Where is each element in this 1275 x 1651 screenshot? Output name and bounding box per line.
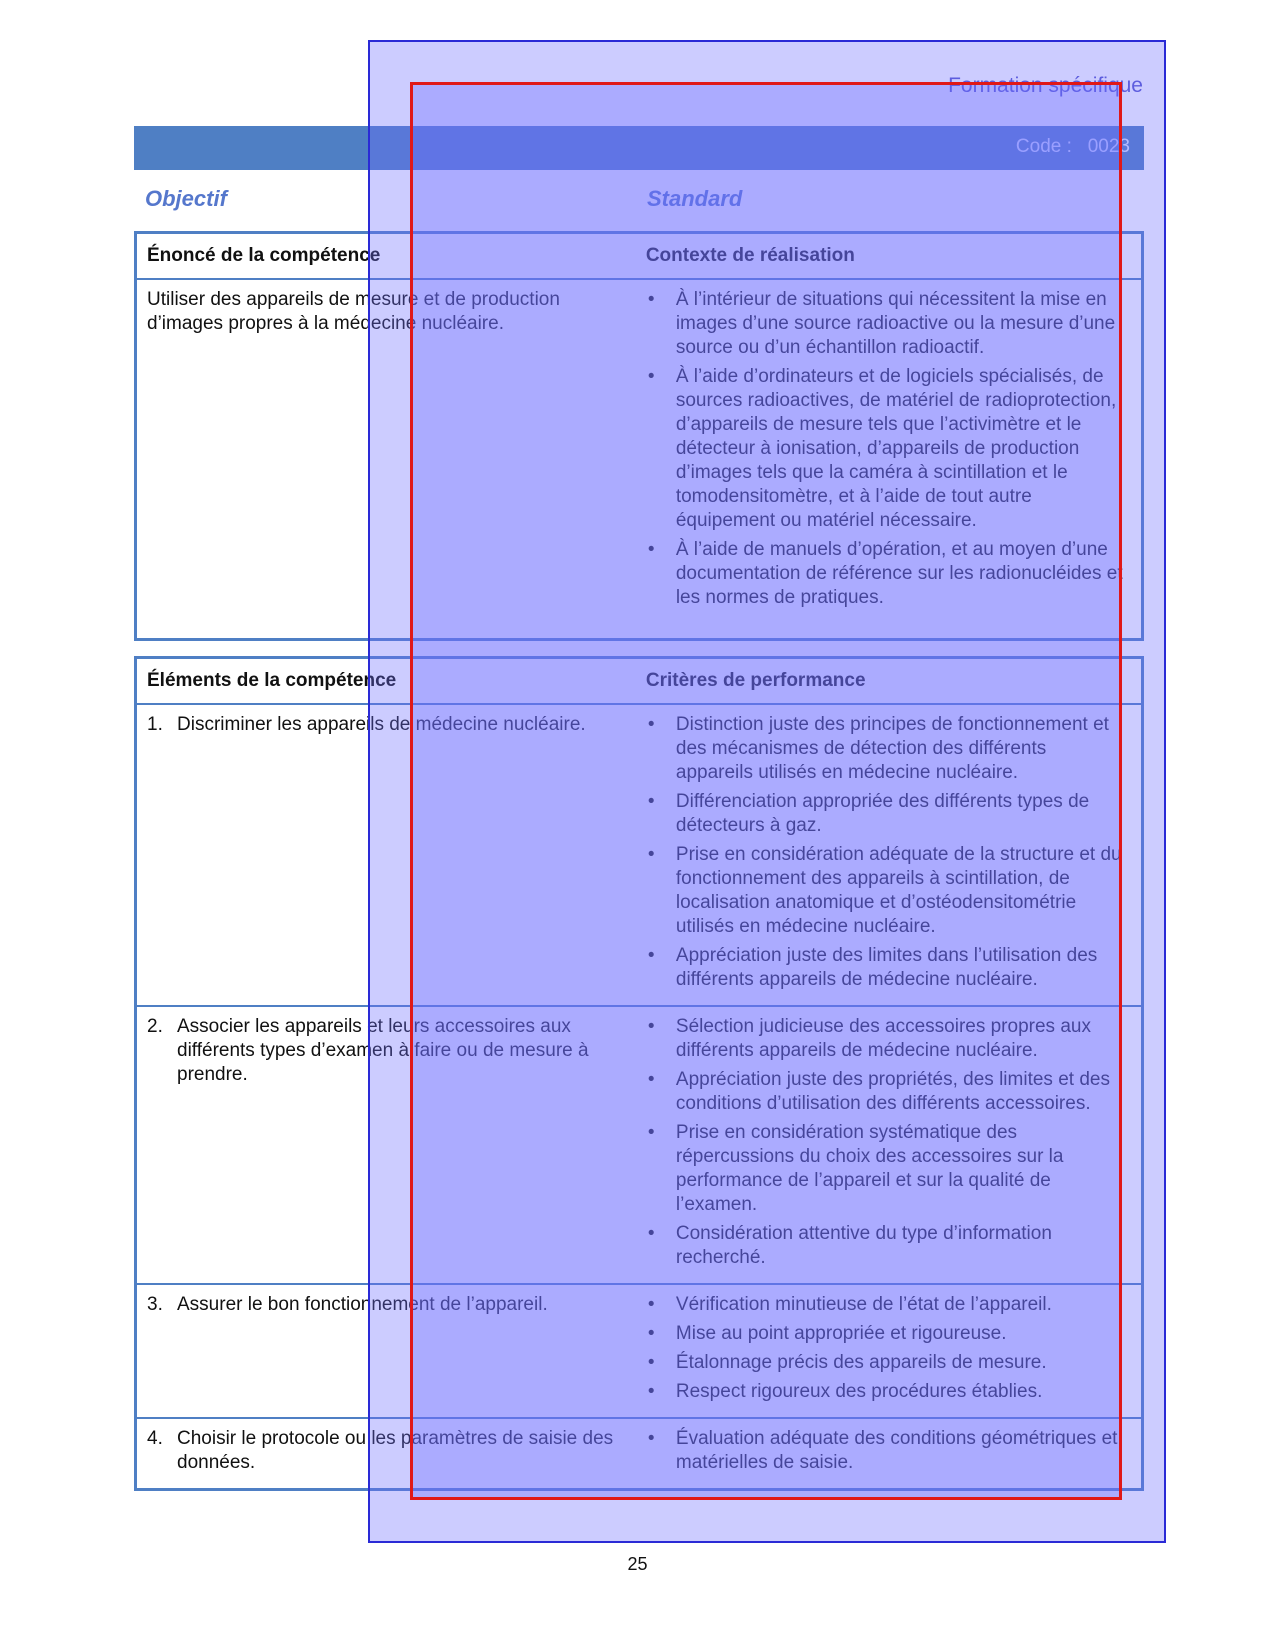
element-cell [136, 704, 636, 1006]
code-bar [134, 126, 1144, 170]
list-item: • Évaluation adéquate des conditions géométriques et matérielles de saisie. [646, 1427, 1127, 1475]
heading-standard: Standard [647, 186, 743, 211]
list-item: • Appréciation juste des limites dans l’utilisation des différents appareils de médecine nucléaire. [646, 944, 1127, 992]
contexte-cell [636, 279, 1143, 639]
contexte-list [646, 288, 1127, 610]
list-item: • Considération attentive du type d’information recherché. [646, 1222, 1127, 1270]
table-row [136, 1006, 1143, 1284]
criteres-cell [636, 1284, 1143, 1418]
list-item: • Distinction juste des principes de fonctionnement et des mécanismes de détection des différents appareils utilisés en médecine nucléaire. [646, 713, 1127, 785]
criteres-cell [636, 1006, 1143, 1284]
criteres-list [646, 1427, 1127, 1475]
table-row [136, 1418, 1143, 1490]
page-header-title: Formation spécifique [948, 74, 1143, 97]
element-number: 2. [147, 1016, 163, 1037]
element-cell [136, 1006, 636, 1284]
list-item: • Prise en considération adéquate de la structure et du fonctionnement des appareils à scintillation, de localisation anatomique et d’ostéodensitométrie utilisés en médecine nucléaire. [646, 843, 1127, 939]
list-item: • Respect rigoureux des procédures établies. [646, 1380, 1127, 1404]
list-item: • Appréciation juste des propriétés, des limites et des conditions d’utilisation des différents accessoires. [646, 1068, 1127, 1116]
elements-table [134, 656, 1144, 1491]
heading-objectif: Objectif [145, 186, 227, 211]
criteres-list [646, 713, 1127, 992]
element-number: 4. [147, 1428, 163, 1449]
list-item: • À l’aide de manuels d’opération, et au moyen d’une documentation de référence sur les radionucléides et les normes de pratiques. [646, 538, 1127, 610]
criteres-cell [636, 1418, 1143, 1490]
list-item: • Sélection judicieuse des accessoires propres aux différents appareils de médecine nucléaire. [646, 1015, 1127, 1063]
col-elements-header: Éléments de la compétence [136, 658, 636, 705]
list-item: • À l’aide d’ordinateurs et de logiciels spécialisés, de sources radioactives, de matériel de radioprotection, d’appareils de mesure tels que l’activimètre et le détecteur à ionisation, d’appareils de production d’images tels que la caméra à scintillation et le tomodensitomètre, et à l’aide de tout autre équipement ou matériel nécessaire. [646, 365, 1127, 533]
course-code: Code : 0023 [1015, 136, 1130, 157]
element-text: Discriminer les appareils de médecine nucléaire. [177, 714, 586, 735]
criteres-cell [636, 704, 1143, 1006]
list-item: • Vérification minutieuse de l’état de l’appareil. [646, 1293, 1127, 1317]
list-item: • Mise au point appropriée et rigoureuse. [646, 1322, 1127, 1346]
element-cell [136, 1284, 636, 1418]
col-contexte-header: Contexte de réalisation [636, 233, 1143, 280]
criteres-list [646, 1293, 1127, 1404]
list-item: • À l’intérieur de situations qui nécessitent la mise en images d’une source radioactive ou la mesure d’une source ou d’un échantillon radioactif. [646, 288, 1127, 360]
element-cell [136, 1418, 636, 1490]
table-row [136, 704, 1143, 1006]
table-row [136, 1284, 1143, 1418]
element-text: Choisir le protocole ou les paramètres de saisie des données. [177, 1428, 614, 1473]
col-enonce-header: Énoncé de la compétence [136, 233, 636, 280]
element-text: Associer les appareils et leurs accessoires aux différents types d’examen à faire ou de mesure à prendre. [177, 1016, 589, 1085]
page-number: 25 [627, 1554, 648, 1574]
element-number: 3. [147, 1294, 163, 1315]
competence-table [134, 231, 1144, 641]
col-criteres-header: Critères de performance [636, 658, 1143, 705]
list-item: • Différenciation appropriée des différents types de détecteurs à gaz. [646, 790, 1127, 838]
list-item: • Prise en considération systématique des répercussions du choix des accessoires sur la performance de l’appareil et sur la qualité de l’examen. [646, 1121, 1127, 1217]
element-number: 1. [147, 714, 163, 735]
criteres-list [646, 1015, 1127, 1270]
element-text: Assurer le bon fonctionnement de l’appareil. [177, 1294, 548, 1315]
list-item: • Étalonnage précis des appareils de mesure. [646, 1351, 1127, 1375]
enonce-text: Utiliser des appareils de mesure et de production d’images propres à la médecine nucléaire. [136, 279, 636, 639]
